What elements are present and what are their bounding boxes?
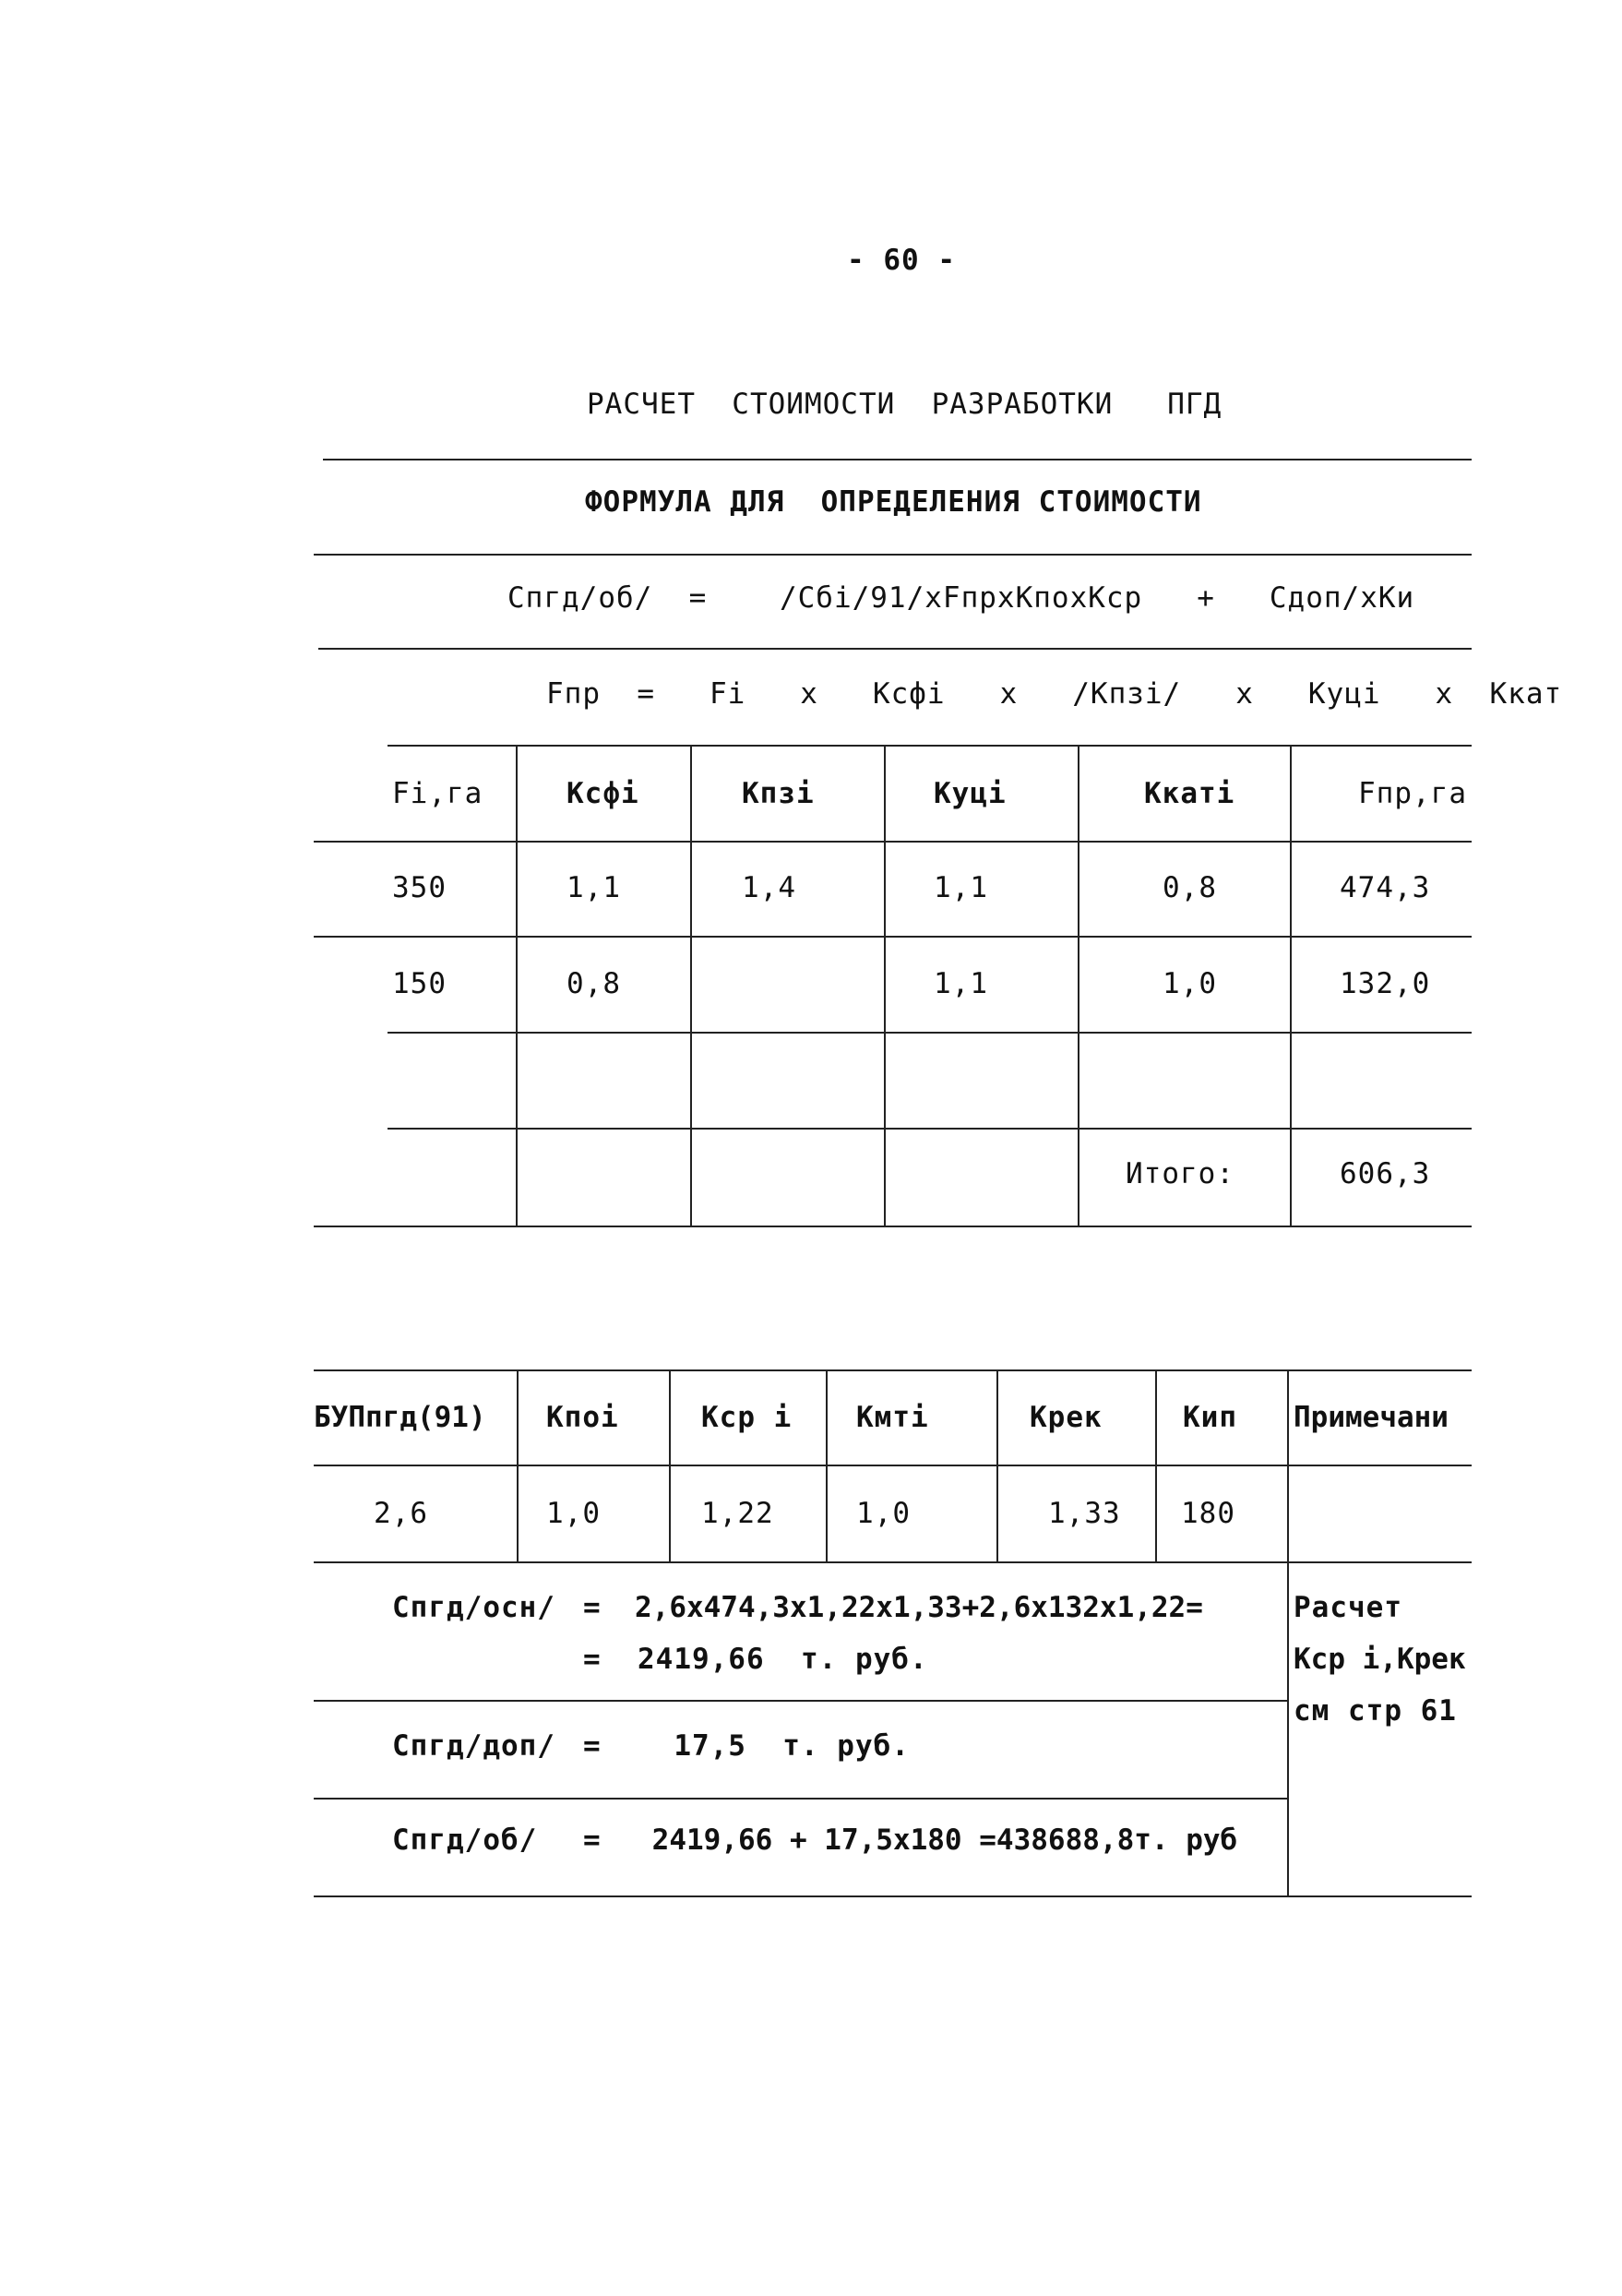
dop-label: Спгд/доп/ — [392, 1729, 555, 1763]
table-line — [669, 1369, 671, 1561]
divider — [314, 554, 1472, 556]
table-header-cell: Fi,га — [392, 777, 483, 810]
note-line-2: Кср i,Крек — [1294, 1643, 1466, 1676]
table-line — [516, 745, 518, 1226]
page-number: - 60 - — [847, 244, 956, 277]
table-cell: 1,0 — [1163, 967, 1217, 1000]
table-cell: 474,3 — [1340, 871, 1431, 904]
table-cell: 0,8 — [567, 967, 621, 1000]
fpr-formula: Fпр = Fi х Ксфi х /Кпзi/ х Куцi х Ккат — [546, 677, 1563, 711]
table-cell: 1,1 — [934, 967, 988, 1000]
table-line — [996, 1369, 998, 1561]
table-line — [690, 745, 692, 1226]
table-line — [1078, 745, 1079, 1226]
table-cell: 132,0 — [1340, 967, 1431, 1000]
divider — [314, 1798, 1287, 1800]
dop-equation: = 17,5 т. руб. — [583, 1729, 910, 1763]
ob-label: Спгд/об/ — [392, 1824, 538, 1857]
table-line — [517, 1369, 519, 1561]
table-cell: 1,4 — [742, 871, 796, 904]
page-title: РАСЧЕТ СТОИМОСТИ РАЗРАБОТКИ ПГД — [587, 388, 1222, 421]
divider — [318, 648, 1472, 650]
note-line-1: Расчет — [1294, 1591, 1402, 1624]
table-header-cell: Крек — [1030, 1401, 1103, 1434]
table-line — [314, 841, 1472, 843]
table-line — [314, 936, 1472, 938]
note-line-3: см стр 61 — [1294, 1694, 1457, 1728]
table-cell: 1,33 — [1048, 1497, 1121, 1530]
table-line — [1290, 745, 1292, 1226]
table-line — [314, 1561, 1472, 1563]
table-line — [388, 745, 1472, 747]
table-header-cell: Ксфi — [567, 777, 639, 810]
table-header-cell: Кср i — [701, 1401, 793, 1434]
table-cell: 1,22 — [701, 1497, 774, 1530]
divider — [314, 1895, 1472, 1897]
ob-equation: = 2419,66 + 17,5х180 =438688,8т. руб — [583, 1824, 1238, 1857]
table-line — [314, 1465, 1472, 1466]
table-line — [884, 745, 886, 1226]
table-line — [388, 1032, 1472, 1034]
table-cell: 1,1 — [567, 871, 621, 904]
osn-label: Спгд/осн/ — [392, 1591, 555, 1624]
table-cell: 1,0 — [546, 1497, 601, 1530]
table-line — [1155, 1369, 1157, 1561]
table-header-cell: Кпоi — [546, 1401, 619, 1434]
table-header-cell: Кип — [1183, 1401, 1237, 1434]
divider — [323, 459, 1472, 460]
table-header-cell: Примечани — [1294, 1401, 1449, 1434]
table-line — [314, 1369, 1472, 1371]
table-line — [1287, 1369, 1289, 1895]
table-cell: 0,8 — [1163, 871, 1217, 904]
table-line — [388, 1128, 1472, 1130]
table-cell: 180 — [1181, 1497, 1235, 1530]
table-cell: 1,0 — [856, 1497, 911, 1530]
osn-equation: = 2,6х474,3х1,22х1,33+2,6х132х1,22= — [583, 1591, 1203, 1624]
divider — [314, 1700, 1287, 1702]
osn-result: = 2419,66 т. руб. — [583, 1643, 928, 1676]
table-cell: 1,1 — [934, 871, 988, 904]
table-header-cell: Куцi — [934, 777, 1007, 810]
main-formula: Спгд/об/ = /Сбi/91/хFпрхКпохКср + Сдоп/хКи — [507, 581, 1415, 615]
table-header-cell: Кмтi — [856, 1401, 929, 1434]
table-line — [314, 1226, 1472, 1227]
total-label: Итого: — [1126, 1157, 1234, 1190]
table-header-cell: Ккатi — [1144, 777, 1235, 810]
formula-header: ФОРМУЛА ДЛЯ ОПРЕДЕЛЕНИЯ СТОИМОСТИ — [585, 485, 1202, 519]
table-cell: 350 — [392, 871, 447, 904]
table-header-cell: БУПпгд(91) — [314, 1401, 486, 1434]
total-value: 606,3 — [1340, 1157, 1431, 1190]
table-line — [826, 1369, 828, 1561]
table-header-cell: Fпр,га — [1358, 777, 1467, 810]
table-cell: 2,6 — [374, 1497, 428, 1530]
table-header-cell: Кпзi — [742, 777, 815, 810]
table-cell: 150 — [392, 967, 447, 1000]
